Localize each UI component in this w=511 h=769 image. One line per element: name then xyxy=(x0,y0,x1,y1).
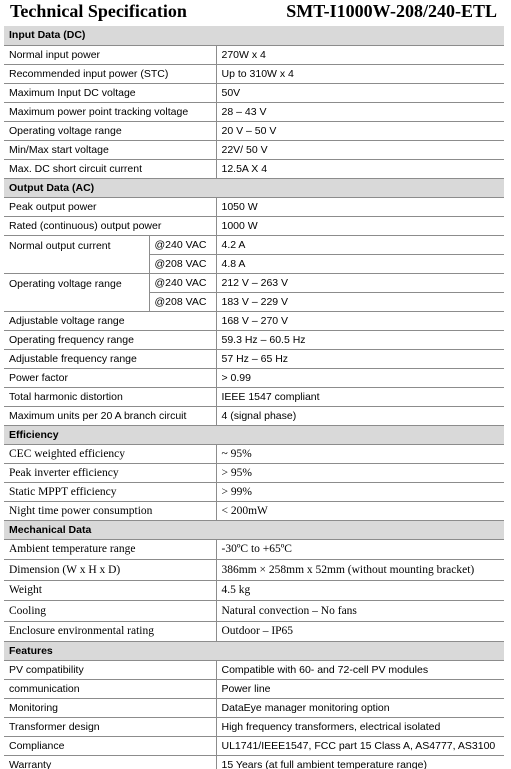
spec-row xyxy=(4,539,504,560)
spec-value: 59.3 Hz – 60.5 Hz xyxy=(216,330,504,349)
spec-label: Operating frequency range xyxy=(4,330,216,349)
spec-label: communication xyxy=(4,680,216,699)
spec-value: High frequency transformers, electrical isolated xyxy=(216,718,504,737)
spec-row xyxy=(4,463,504,482)
spec-row xyxy=(4,45,504,64)
spec-value: 12.5A X 4 xyxy=(216,159,504,178)
spec-row xyxy=(4,406,504,425)
spec-row xyxy=(4,273,504,292)
section-header-row xyxy=(4,520,504,539)
spec-sublabel: @240 VAC xyxy=(149,235,216,254)
section-header-row xyxy=(4,425,504,444)
spec-value: Outdoor – IP65 xyxy=(216,621,504,642)
spec-value: < 200mW xyxy=(216,501,504,520)
spec-label: PV compatibility xyxy=(4,661,216,680)
spec-value: 22V/ 50 V xyxy=(216,140,504,159)
spec-label: Operating voltage range xyxy=(4,121,216,140)
section-title-efficiency: Efficiency xyxy=(4,425,504,444)
document-header xyxy=(0,0,511,24)
spec-label: Rated (continuous) output power xyxy=(4,216,216,235)
spec-value: Up to 310W x 4 xyxy=(216,64,504,83)
spec-label: Maximum units per 20 A branch circuit xyxy=(4,406,216,425)
spec-value: 4.5 kg xyxy=(216,580,504,601)
spec-row xyxy=(4,737,504,756)
spec-value: 4.8 A xyxy=(216,254,504,273)
spec-sublabel: @208 VAC xyxy=(149,292,216,311)
spec-label: Enclosure environmental rating xyxy=(4,621,216,642)
spec-row xyxy=(4,718,504,737)
section-title-output: Output Data (AC) xyxy=(4,178,504,197)
spec-label: Maximum power point tracking voltage xyxy=(4,102,216,121)
spec-row xyxy=(4,601,504,622)
spec-value: 183 V – 229 V xyxy=(216,292,504,311)
spec-row xyxy=(4,349,504,368)
spec-row xyxy=(4,83,504,102)
spec-value: 4.2 A xyxy=(216,235,504,254)
spec-label: Monitoring xyxy=(4,699,216,718)
spec-row xyxy=(4,140,504,159)
spec-sublabel: @240 VAC xyxy=(149,273,216,292)
spec-label: Max. DC short circuit current xyxy=(4,159,216,178)
spec-value: > 0.99 xyxy=(216,368,504,387)
spec-row xyxy=(4,444,504,463)
spec-value: > 95% xyxy=(216,463,504,482)
spec-label: Power factor xyxy=(4,368,216,387)
spec-value: 212 V – 263 V xyxy=(216,273,504,292)
spec-value: Natural convection – No fans xyxy=(216,601,504,622)
spec-label: Static MPPT efficiency xyxy=(4,482,216,501)
spec-label: Cooling xyxy=(4,601,216,622)
spec-row xyxy=(4,756,504,769)
spec-value: 386mm × 258mm x 52mm (without mounting bracket) xyxy=(216,560,504,581)
spec-row xyxy=(4,680,504,699)
spec-label: Compliance xyxy=(4,737,216,756)
spec-label: Maximum Input DC voltage xyxy=(4,83,216,102)
spec-label: Weight xyxy=(4,580,216,601)
spec-value: 15 Years (at full ambient temperature range) xyxy=(216,756,504,769)
section-header-row xyxy=(4,642,504,661)
spec-value: 20 V – 50 V xyxy=(216,121,504,140)
document-title: Technical Specification xyxy=(10,1,187,21)
spec-value: 50V xyxy=(216,83,504,102)
spec-row xyxy=(4,387,504,406)
spec-value: -30ºC to +65ºC xyxy=(216,539,504,560)
spec-row xyxy=(4,235,504,254)
section-title-mechanical: Mechanical Data xyxy=(4,520,504,539)
spec-label: Dimension (W x H x D) xyxy=(4,560,216,581)
spec-row xyxy=(4,482,504,501)
spec-row xyxy=(4,121,504,140)
spec-label: Peak inverter efficiency xyxy=(4,463,216,482)
spec-row xyxy=(4,501,504,520)
spec-value: 1000 W xyxy=(216,216,504,235)
spec-value: 57 Hz – 65 Hz xyxy=(216,349,504,368)
spec-value: ~ 95% xyxy=(216,444,504,463)
spec-row xyxy=(4,330,504,349)
spec-row xyxy=(4,621,504,642)
specification-table xyxy=(4,26,504,769)
spec-row xyxy=(4,580,504,601)
spec-row xyxy=(4,311,504,330)
section-header-row xyxy=(4,26,504,45)
spec-label: Normal input power xyxy=(4,45,216,64)
spec-label: Warranty xyxy=(4,756,216,769)
spec-value: UL1741/IEEE1547, FCC part 15 Class A, AS4777, AS3100 xyxy=(216,737,504,756)
spec-label: Recommended input power (STC) xyxy=(4,64,216,83)
spec-value: > 99% xyxy=(216,482,504,501)
section-title-features: Features xyxy=(4,642,504,661)
spec-label: Normal output current xyxy=(4,235,149,273)
spec-value: 4 (signal phase) xyxy=(216,406,504,425)
spec-value: 270W x 4 xyxy=(216,45,504,64)
spec-label: Transformer design xyxy=(4,718,216,737)
spec-row xyxy=(4,64,504,83)
section-title-input: Input Data (DC) xyxy=(4,26,504,45)
spec-value: IEEE 1547 compliant xyxy=(216,387,504,406)
spec-value: Compatible with 60- and 72-cell PV modules xyxy=(216,661,504,680)
spec-label: Ambient temperature range xyxy=(4,539,216,560)
spec-label: CEC weighted efficiency xyxy=(4,444,216,463)
model-number: SMT-I1000W-208/240-ETL xyxy=(286,1,497,21)
spec-sublabel: @208 VAC xyxy=(149,254,216,273)
spec-row xyxy=(4,159,504,178)
spec-row xyxy=(4,699,504,718)
spec-value: Power line xyxy=(216,680,504,699)
spec-label: Adjustable frequency range xyxy=(4,349,216,368)
spec-label: Peak output power xyxy=(4,197,216,216)
spec-label: Operating voltage range xyxy=(4,273,149,311)
spec-row xyxy=(4,102,504,121)
spec-label: Adjustable voltage range xyxy=(4,311,216,330)
spec-row xyxy=(4,216,504,235)
spec-label: Min/Max start voltage xyxy=(4,140,216,159)
spec-value: DataEye manager monitoring option xyxy=(216,699,504,718)
spec-label: Total harmonic distortion xyxy=(4,387,216,406)
spec-row xyxy=(4,560,504,581)
spec-value: 168 V – 270 V xyxy=(216,311,504,330)
section-header-row xyxy=(4,178,504,197)
spec-value: 28 – 43 V xyxy=(216,102,504,121)
spec-row xyxy=(4,197,504,216)
spec-value: 1050 W xyxy=(216,197,504,216)
spec-label: Night time power consumption xyxy=(4,501,216,520)
spec-row xyxy=(4,661,504,680)
spec-row xyxy=(4,368,504,387)
